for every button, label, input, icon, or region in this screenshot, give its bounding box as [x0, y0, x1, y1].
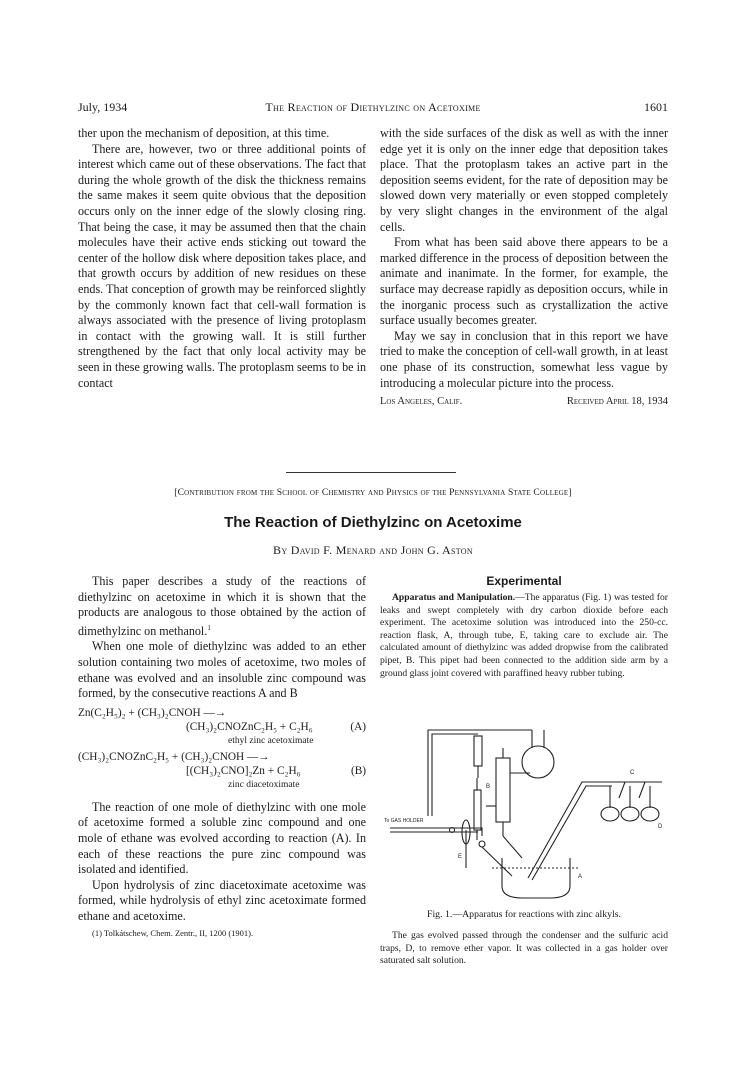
label-b: B: [486, 784, 491, 790]
equation-a-products-text: (CH₃)₂CNOZnC₂H₅ + C₂H₆: [186, 720, 313, 733]
equation-b: [78, 750, 366, 792]
calibrated-pipet: [474, 790, 481, 830]
equation-b-tag: (B): [350, 764, 366, 777]
figure-caption: Fig. 1.—Apparatus for reactions with zinc alkyls.: [427, 909, 621, 920]
equation-b-caption: zinc diacetoximate: [228, 779, 300, 790]
equation-b-reactants: (CH₃)₂CNOZnC₂H₅ + (CH₃)₂CNOH —→: [78, 750, 270, 763]
sulfuric-acid-trap: [641, 786, 659, 821]
after-figure-paragraph: The gas evolved passed through the condenser and the sulfuric acid traps, D, to remove ether vapor. It was collected in a gas holder over saturated salt solution.: [380, 930, 668, 967]
equation-b-products-text: [(CH₃)₂CNO]₂Zn + C₂H₆: [186, 764, 301, 777]
condenser: [496, 758, 510, 822]
apparatus-text: —The apparatus (Fig. 1) was tested for leaks and swept completely with dry carbon dioxide before each experiment. The acetoxime solution was introduced into the 250-cc. reaction flask, A, through tube, E, taking care to exclude air. The calculated amount of diethylzinc was added dropwise from the calibrated pipet, B. This pipet had been connected to the addition side arm by a ground glass joint covered with paraffined heavy rubber tubing.: [380, 592, 668, 679]
label-a: A: [578, 874, 583, 880]
page-number: 1601: [644, 100, 668, 114]
author-location: Los Angeles, Calif.: [380, 396, 463, 408]
intro-text-1: This paper describes a study of the reactions of diethylzinc on acetoxime in which it is shown that the products are analogous to those obtained by the action of dimethylzinc on methanol.: [78, 574, 366, 638]
sulfuric-acid-trap: [621, 786, 639, 821]
experimental-heading: Experimental: [486, 574, 562, 588]
footnote-ref: 1: [207, 623, 211, 632]
article-title: The Reaction of Diethylzinc on Acetoxime: [224, 514, 522, 531]
label-d: D: [658, 824, 663, 830]
sulfuric-acid-trap: [601, 786, 619, 821]
prev-article-right-column: [380, 126, 668, 410]
label-c: C: [630, 770, 635, 776]
top-connecting-tube: [428, 730, 478, 816]
prev-left-paragraph-1: ther upon the mechanism of deposition, at this time.: [78, 126, 330, 140]
section-divider: [286, 472, 456, 473]
body-paragraph-4: Upon hydrolysis of zinc diacetoximate acetoxime was formed, while hydrolysis of ethyl zinc acetoximate formed ethane and acetoxime.: [78, 877, 366, 923]
header-date: July, 1934: [78, 100, 128, 114]
prev-right-paragraph-2: From what has been said above there appears to be a marked difference in the process of deposition between the animate and inanimate. In the former, for example, the surface may decrease rapidly as deposition occurs, while in the inorganic process such as crystallization the active surface usually becomes greater.: [380, 235, 668, 328]
equation-a-reactants: Zn(C₂H₅)₂ + (CH₃)₂CNOH —→: [78, 706, 227, 719]
prev-article-signoff: [380, 394, 668, 410]
label-e: E: [458, 854, 463, 860]
apparatus-subheading: Apparatus and Manipulation.: [392, 592, 516, 603]
article-byline: By David F. Menard and John G. Aston: [273, 543, 473, 557]
prev-right-paragraph-3: May we say in conclusion that in this report we have tried to make the conception of cell-wall growth, in at least one phase of its construction, somewhat less vague by introducing a molecular picture into the process.: [380, 328, 668, 390]
article-right-column: [380, 574, 668, 680]
intro-paragraph-1: [78, 574, 366, 639]
article-left-column: [78, 574, 366, 939]
footnote: (1) Tolkátschew, Chem. Zentr., II, 1200 (1901).: [92, 927, 254, 938]
pipet-b-top: [474, 736, 482, 766]
apparatus-figure: [382, 718, 668, 904]
prev-right-paragraph-1: with the side surfaces of the disk as well as with the inner edge yet it is only on the inner edge that deposition takes place. That the protoplasm takes an active part in the deposition seems evident, for the rate of deposition may be slowed down very materially or even stopped completely by very slight changes in the environment of the algal cells.: [380, 126, 668, 234]
prev-left-paragraph-2: There are, however, two or three additional points of interest which came out of these observations. The fact that during the whole growth of the disk the thickness remains the same makes it seem quite obvious that the deposition occurs only on the inner edge of the slowly closing ring. That being the case, it may be assumed then that the chain molecules have their active ends sticking out toward the center of the hollow disk where deposition takes place, and that growth occurs by addition of new residues on these ends. That conception of growth may be reinforced slightly by the commonly known fact that cell-wall formation is always associated with the presence of living protoplasm in contact with the growing wall. It is still further strengthened by the fact that only local activity may be seen in these growing walls. The protoplasm seems to be in contact: [78, 141, 366, 390]
equation-a: [78, 706, 366, 748]
apparatus-paragraph: [380, 592, 668, 680]
body-paragraph-3: The reaction of one mole of diethylzinc with one mole of acetoxime formed a soluble zinc compound and one mole of ethane was evolved according to reaction (A). In each of these reactions the pure zinc compound was isolated and identified.: [78, 799, 366, 877]
prev-article-left-column: [78, 126, 366, 391]
contribution-line: [Contribution from the School of Chemistry and Physics of the Pennsylvania State College]: [174, 488, 572, 498]
intro-paragraph-2: When one mole of diethylzinc was added to an ether solution containing two moles of acetoxime, two moles of ethane was evolved and an insoluble zinc compound was formed, by the consecutive reactions A and B: [78, 639, 366, 701]
equation-a-tag: (A): [350, 720, 366, 733]
running-title: The Reaction of Diethylzinc on Acetoxime: [265, 100, 481, 114]
page-header: [78, 100, 668, 116]
equation-a-products: [78, 720, 366, 734]
equation-a-caption: ethyl zinc acetoximate: [228, 735, 314, 746]
stopcock: [479, 841, 485, 847]
equation-b-products: [78, 764, 366, 778]
received-date: Received April 18, 1934: [566, 396, 668, 408]
gas-holder-label: To GAS HOLDER: [384, 818, 424, 824]
